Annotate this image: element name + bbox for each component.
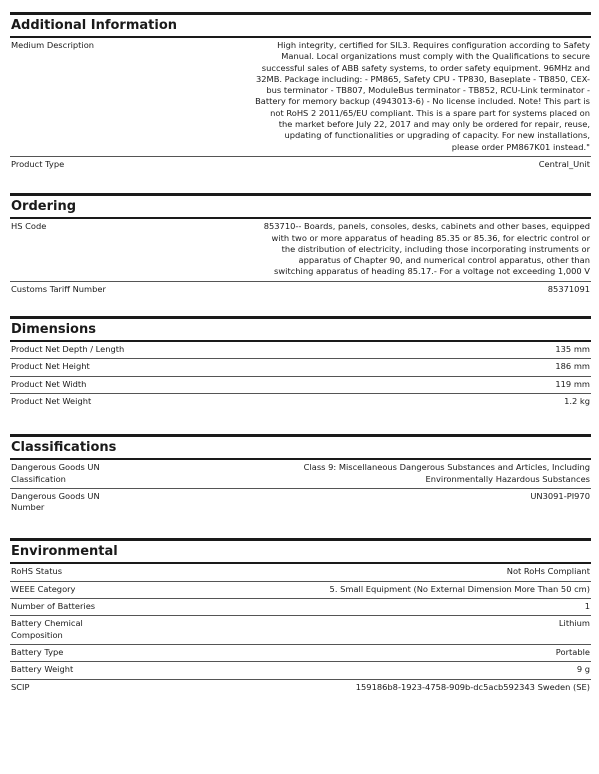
spec-row-product-net-weight — [10, 394, 591, 410]
spec-label: Battery Type — [11, 646, 64, 657]
section-dimensions — [10, 316, 591, 410]
section-title: Dimensions — [10, 316, 591, 342]
spec-value: 1 — [584, 601, 590, 612]
spec-label: WEEE Category — [11, 583, 76, 594]
spec-value: 186 mm — [555, 361, 590, 372]
spec-row-battery-type — [10, 645, 591, 662]
spec-label: Product Net Height — [11, 361, 90, 372]
product-spec-document — [0, 12, 599, 696]
spec-label: Battery Weight — [11, 664, 74, 675]
spec-value: 85371091 — [547, 283, 590, 294]
spec-value: 5. Small Equipment (No External Dimension More Than 50 cm) — [329, 583, 590, 594]
spec-value: Portable — [555, 646, 590, 657]
spec-label: Battery Chemical Composition — [11, 618, 83, 640]
spec-label: Product Net Width — [11, 378, 87, 389]
section-title: Environmental — [10, 538, 591, 564]
spec-label: Medium Description — [11, 40, 95, 50]
spec-value: Central_Unit — [538, 158, 590, 169]
spec-value: 1.2 kg — [564, 395, 590, 406]
spec-label: SCIP — [11, 681, 30, 692]
spec-value: UN3091-PI970 — [530, 490, 590, 501]
section-additional-information — [10, 12, 591, 173]
spec-row-hs-code — [10, 219, 591, 281]
spec-value: 135 mm — [555, 344, 590, 355]
spec-row-battery-weight — [10, 662, 591, 679]
spec-row-product-type — [10, 157, 591, 173]
spec-label: HS Code — [11, 221, 47, 232]
spec-row-scip — [10, 680, 591, 696]
spec-label: Customs Tariff Number — [11, 283, 106, 294]
section-title: Ordering — [10, 193, 591, 219]
spec-row-dangerous-goods-un-classification — [10, 460, 591, 489]
spec-row-rohs-status — [10, 564, 591, 581]
spec-label: Dangerous Goods UN Number — [11, 490, 100, 513]
spec-row-battery-chemical-composition — [10, 616, 591, 645]
spec-label: Dangerous Goods UN Classification — [11, 462, 100, 484]
spec-row-product-net-depth — [10, 342, 591, 359]
spec-value: 853710-- Boards, panels, consoles, desks, cabinets and other bases, equipped with two or more apparatus of heading 85.35 or 85.36, for electric control or the distribution of electricity, including those incorporating instruments or apparatus of Chapter 90, and numerical control apparatus, other than switching apparatus of heading 85.17.- For a voltage not exceeding 1,000 V — [263, 221, 590, 277]
spec-row-product-net-height — [10, 359, 591, 376]
spec-label: Number of Batteries — [11, 601, 96, 612]
section-title: Classifications — [10, 434, 591, 460]
spec-value: Not RoHs Compliant — [506, 566, 590, 577]
spec-row-dangerous-goods-un-number — [10, 489, 591, 517]
spec-value: High integrity, certified for SIL3. Requires configuration according to Safety Manual. Local organizations must comply with the Qualifications to secure successful sales of ABB safety systems, to order safety equipment. 96MHz and 32MB. Package including: - PM865, Safety CPU - TP830, Baseplate - TB850, CEX-bus terminator - TB807, ModuleBus terminator - TB852, RCU-Link terminator - Battery for memory backup (4943013-6) - No license included. Note! This part is not RoHS 2 2011/65/EU compliant. This is a spare part for systems placed on the market before July 22, 2017 and may only be ordered for repair, reuse, updating of functionalities or upgrading of capacity. For new installations, please order PM867K01 instead." — [255, 40, 590, 152]
spec-label: Product Type — [11, 158, 65, 169]
spec-row-product-net-width — [10, 377, 591, 394]
spec-label: Product Net Depth / Length — [11, 344, 125, 355]
spec-value: 119 mm — [555, 378, 590, 389]
spec-value: Class 9: Miscellaneous Dangerous Substances and Articles, Including Environmentally Hazardous Substances — [303, 462, 590, 484]
spec-label: Product Net Weight — [11, 395, 92, 406]
section-environmental — [10, 538, 591, 695]
spec-row-number-of-batteries — [10, 599, 591, 616]
spec-row-weee-category — [10, 582, 591, 599]
spec-value: Lithium — [558, 618, 590, 629]
section-title: Additional Information — [10, 12, 591, 38]
spec-row-medium-description — [10, 38, 591, 157]
section-classifications — [10, 434, 591, 516]
section-ordering — [10, 193, 591, 298]
spec-value: 159186b8-1923-4758-909b-dc5acb592343 Sweden (SE) — [355, 681, 590, 692]
spec-row-customs-tariff-number — [10, 282, 591, 298]
spec-value: 9 g — [576, 664, 590, 675]
spec-label: RoHS Status — [11, 566, 63, 577]
